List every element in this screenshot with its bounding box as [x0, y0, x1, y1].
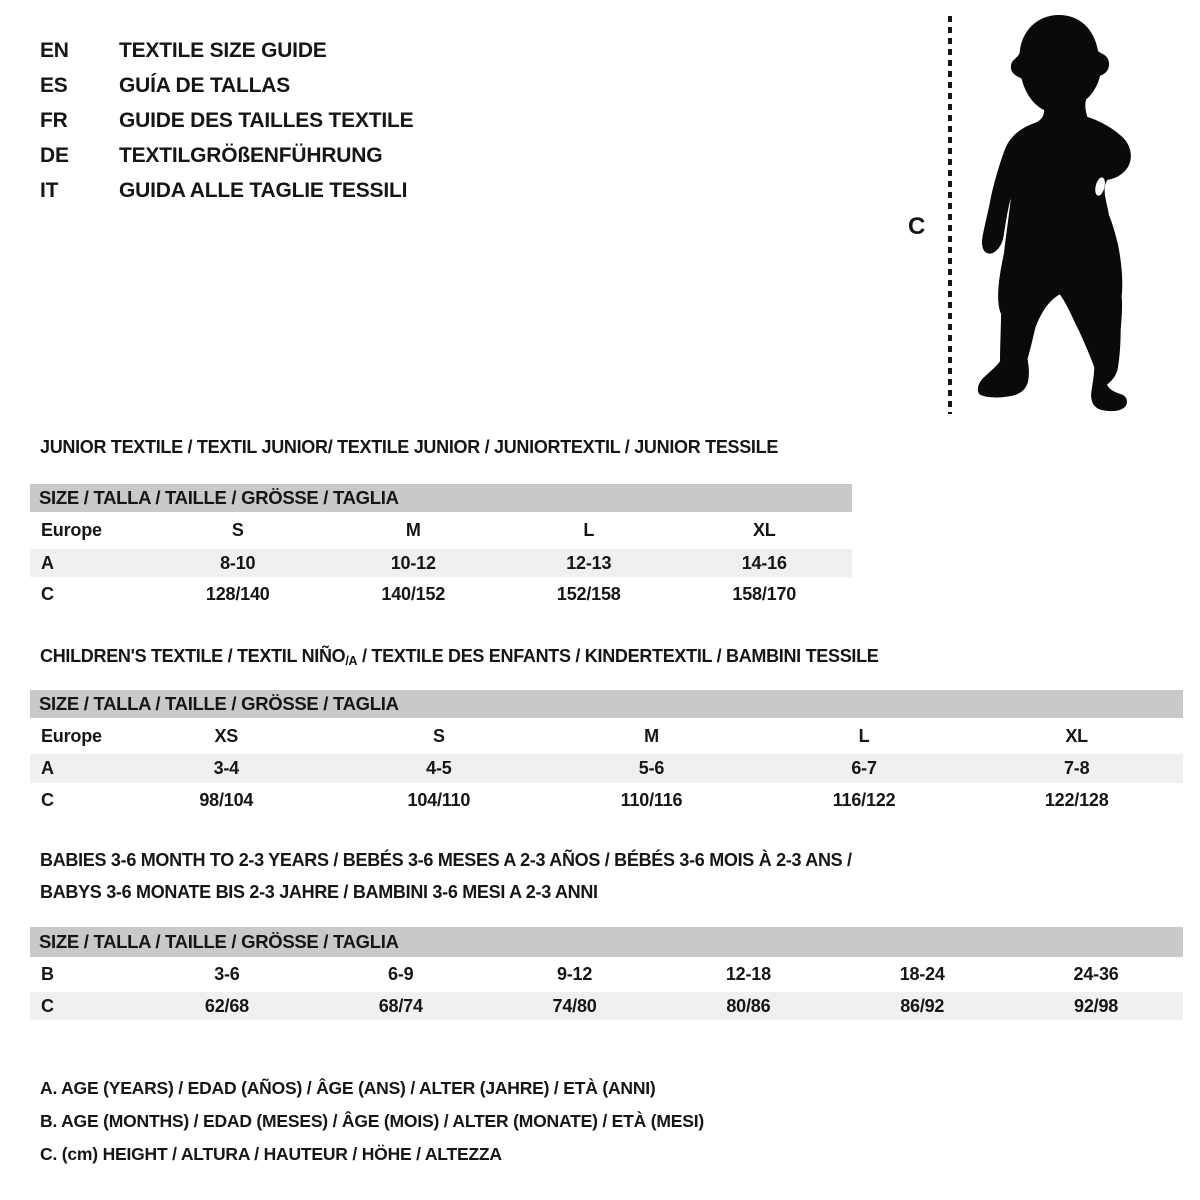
row-label: Europe: [41, 520, 102, 540]
age-cell: 18-24: [899, 964, 945, 984]
age-cell: 6-9: [388, 964, 414, 984]
height-cell: 158/170: [732, 584, 797, 604]
row-label: C: [41, 789, 54, 810]
language-row-es: [40, 68, 413, 103]
height-cell: 68/74: [314, 992, 488, 1020]
row-label: C: [30, 992, 140, 1020]
junior-section-title: JUNIOR TEXTILE / TEXTIL JUNIOR/ TEXTILE JUNIOR / JUNIORTEXTIL / JUNIOR TESSILE: [40, 437, 779, 457]
babies-section-title-line2: BABYS 3-6 MONATE BIS 2-3 JAHRE / BAMBINI 3-6 MESI A 2-3 ANNI: [40, 882, 598, 902]
toddler-silhouette-icon: [971, 12, 1137, 416]
height-cell: 86/92: [835, 992, 1009, 1020]
language-title: GUIDA ALLE TAGLIE TESSILI: [119, 179, 408, 202]
size-header: SIZE / TALLA / TAILLE / GRÖSSE / TAGLIA: [30, 927, 1183, 957]
babies-section-title-line1: BABIES 3-6 MONTH TO 2-3 YEARS / BEBÉS 3-6 MESES A 2-3 AÑOS / BÉBÉS 3-6 MOIS À 2-3 ANS /: [40, 850, 852, 870]
height-cell: 74/80: [488, 992, 662, 1020]
height-cell: 92/98: [1009, 992, 1183, 1020]
size-cell: S: [231, 520, 244, 540]
children-title-text: CHILDREN'S TEXTILE / TEXTIL NIÑO: [40, 646, 346, 666]
height-cell: 116/122: [832, 789, 896, 810]
age-cell: 8-10: [150, 549, 326, 577]
size-cell: XL: [1065, 725, 1088, 746]
language-title: TEXTILE SIZE GUIDE: [119, 39, 327, 62]
language-list: [40, 33, 413, 208]
children-title-subscript: /A: [345, 654, 358, 668]
language-row-de: [40, 138, 413, 173]
junior-size-table: [30, 484, 852, 612]
language-title: TEXTILGRÖßENFÜHRUNG: [119, 144, 383, 167]
age-cell: 12-18: [725, 964, 771, 984]
height-cell: 98/104: [199, 789, 254, 810]
row-label: C: [41, 584, 54, 604]
language-code: ES: [40, 74, 68, 97]
size-header: SIZE / TALLA / TAILLE / GRÖSSE / TAGLIA: [30, 484, 852, 512]
age-cell: 3-4: [120, 754, 333, 783]
row-label: B: [41, 964, 54, 984]
language-code: DE: [40, 144, 69, 167]
height-cell: 110/116: [620, 789, 683, 810]
height-cell: 122/128: [1044, 789, 1109, 810]
size-cell: XS: [214, 725, 239, 746]
size-cell: L: [858, 725, 870, 746]
size-header: SIZE / TALLA / TAILLE / GRÖSSE / TAGLIA: [30, 690, 1183, 718]
height-cell: 128/140: [205, 584, 270, 604]
age-cell: 9-12: [556, 964, 593, 984]
age-cell: 14-16: [677, 549, 853, 577]
size-cell: M: [644, 725, 659, 746]
age-cell: 12-13: [501, 549, 677, 577]
height-cell: 140/152: [381, 584, 446, 604]
size-cell: S: [432, 725, 445, 746]
age-cell: 24-36: [1073, 964, 1119, 984]
babies-size-table: [30, 927, 1183, 1020]
language-code: FR: [40, 109, 68, 132]
age-cell: 3-6: [214, 964, 240, 984]
language-row-en: [40, 33, 413, 68]
language-title: GUÍA DE TALLAS: [119, 74, 291, 97]
size-cell: L: [583, 520, 595, 540]
row-label: Europe: [41, 725, 102, 746]
height-measure-label: C: [908, 213, 926, 240]
row-label: A: [30, 549, 150, 577]
note-c: C. (cm) HEIGHT / ALTURA / HAUTEUR / HÖHE / ALTEZZA: [40, 1144, 502, 1164]
age-cell: 7-8: [970, 754, 1183, 783]
height-cell: 152/158: [556, 584, 621, 604]
language-row-fr: [40, 103, 413, 138]
legend-notes: [40, 1072, 704, 1171]
age-cell: 6-7: [758, 754, 971, 783]
height-cell: 104/110: [407, 789, 471, 810]
age-cell: 5-6: [545, 754, 758, 783]
age-cell: 4-5: [333, 754, 546, 783]
height-measure-dashed-line: [948, 16, 952, 414]
language-code: IT: [40, 179, 59, 202]
height-cell: 62/68: [140, 992, 314, 1020]
language-title: GUIDE DES TAILLES TEXTILE: [119, 109, 414, 132]
size-cell: XL: [752, 520, 776, 540]
language-code: EN: [40, 39, 69, 62]
size-cell: M: [405, 520, 421, 540]
age-cell: 10-12: [326, 549, 502, 577]
note-b: B. AGE (MONTHS) / EDAD (MESES) / ÂGE (MOIS) / ALTER (MONATE) / ETÀ (MESI): [40, 1111, 704, 1131]
height-cell: 80/86: [661, 992, 835, 1020]
children-size-table: [30, 690, 1183, 817]
row-label: A: [30, 754, 120, 783]
note-a: A. AGE (YEARS) / EDAD (AÑOS) / ÂGE (ANS) / ALTER (JAHRE) / ETÀ (ANNI): [40, 1078, 656, 1098]
language-row-it: [40, 173, 413, 208]
children-title-text: / TEXTILE DES ENFANTS / KINDERTEXTIL / BAMBINI TESSILE: [357, 646, 879, 666]
children-section-title: [40, 645, 879, 672]
